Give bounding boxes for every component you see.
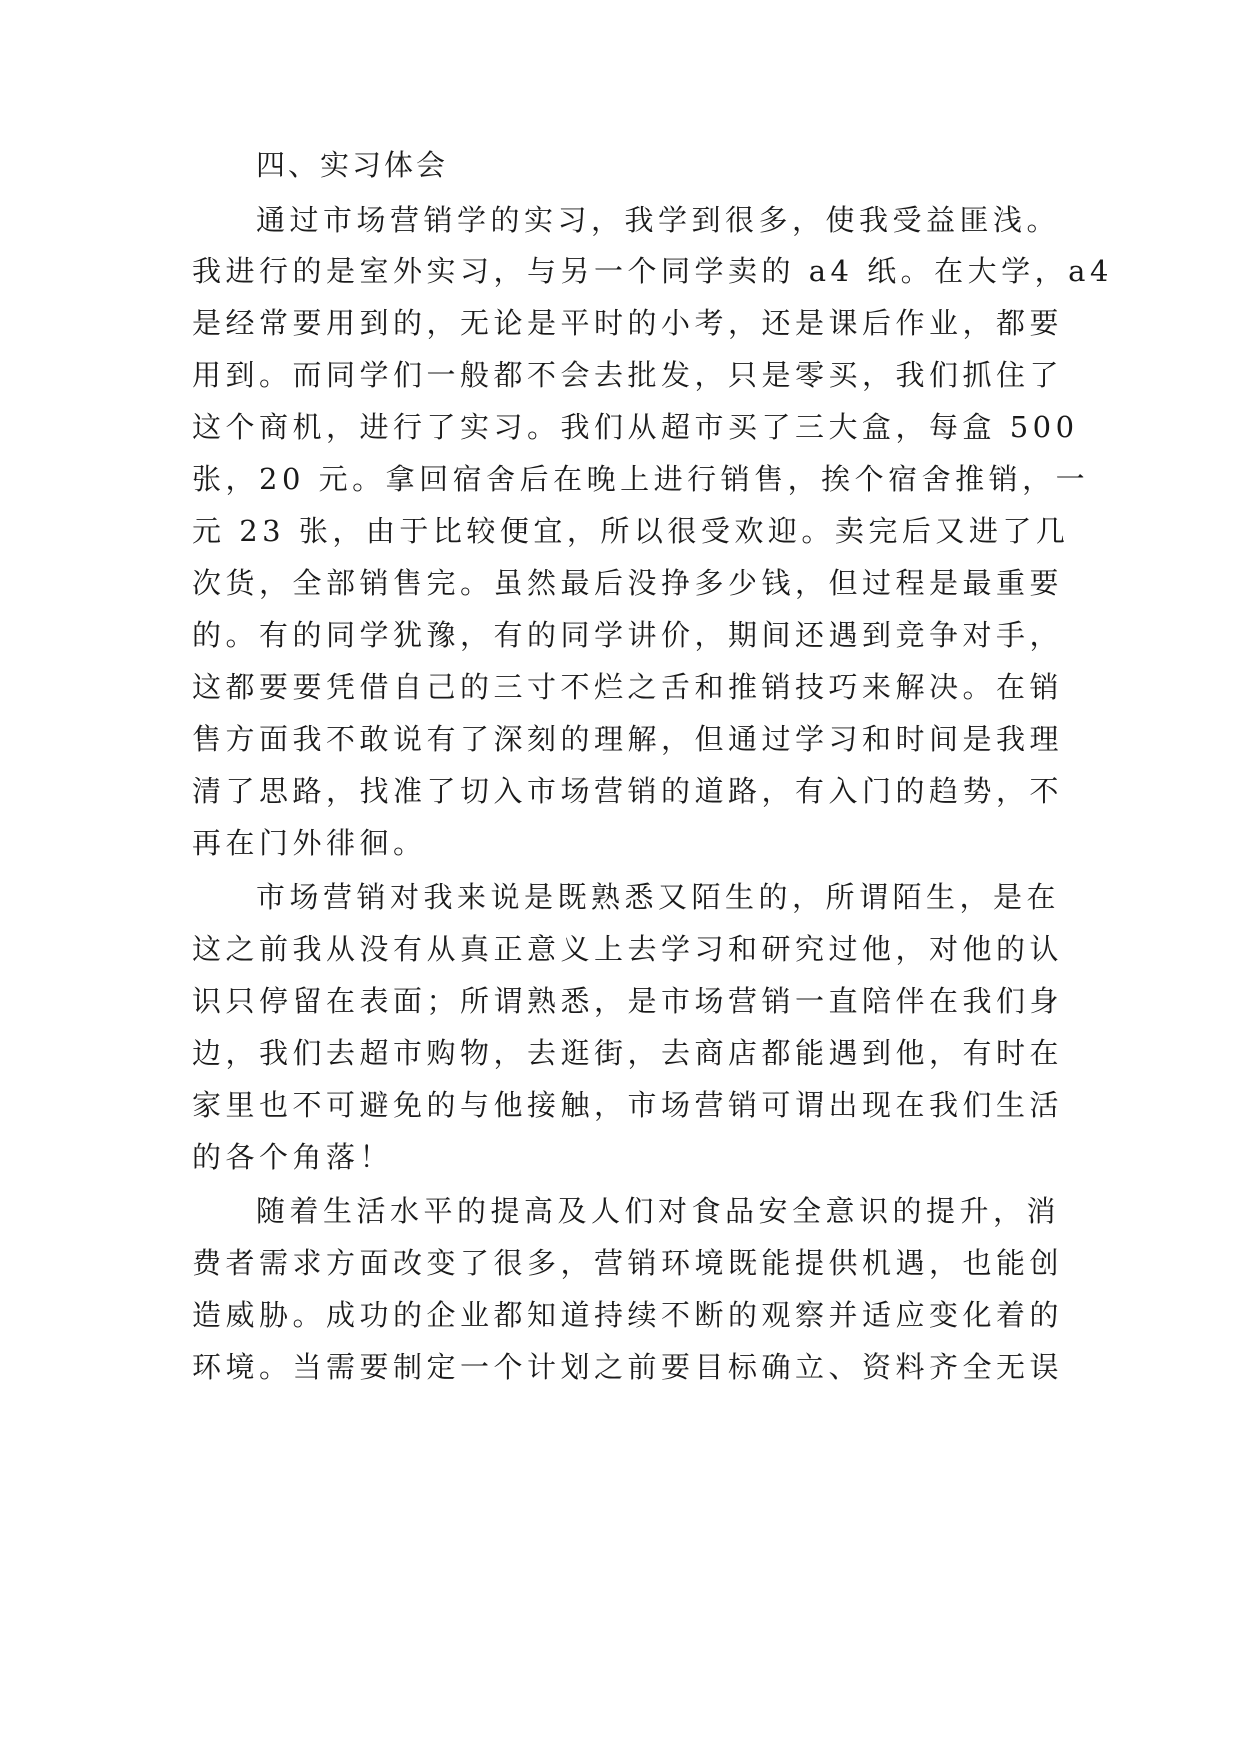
paragraph-1-line-1: 通过市场营销学的实习，我学到很多，使我受益匪浅。 xyxy=(256,203,1061,237)
paragraph-1-line-5: 这个商机，进行了实习。我们从超市买了三大盒，每盒 500 xyxy=(192,410,1079,444)
paragraph-1-line-4: 用到。而同学们一般都不会去批发，只是零买，我们抓住了 xyxy=(192,358,1064,392)
paragraph-1-line-13: 再在门外徘徊。 xyxy=(192,826,427,860)
paragraph-3-line-1: 随着生活水平的提高及人们对食品安全意识的提升，消 xyxy=(256,1194,1061,1228)
paragraph-2-line-6: 的各个角落！ xyxy=(192,1140,394,1174)
paragraph-1-line-2: 我进行的是室外实习，与另一个同学卖的 a4 纸。在大学，a4 xyxy=(192,254,1113,288)
section-heading: 四、实习体会 xyxy=(256,148,449,182)
paragraph-1-line-3: 是经常要用到的，无论是平时的小考，还是课后作业，都要 xyxy=(192,306,1064,340)
paragraph-1-line-7: 元 23 张，由于比较便宜，所以很受欢迎。卖完后又进了几 xyxy=(192,514,1070,548)
paragraph-2-line-1: 市场营销对我来说是既熟悉又陌生的，所谓陌生，是在 xyxy=(256,880,1061,914)
paragraph-1-line-12: 清了思路，找准了切入市场营销的道路，有入门的趋势，不 xyxy=(192,774,1064,808)
paragraph-2-line-5: 家里也不可避免的与他接触，市场营销可谓出现在我们生活 xyxy=(192,1088,1064,1122)
paragraph-1-line-10: 这都要要凭借自己的三寸不烂之舌和推销技巧来解决。在销 xyxy=(192,670,1064,704)
paragraph-1-line-9: 的。有的同学犹豫，有的同学讲价，期间还遇到竞争对手， xyxy=(192,618,1064,652)
paragraph-1-line-11: 售方面我不敢说有了深刻的理解，但通过学习和时间是我理 xyxy=(192,722,1064,756)
paragraph-1-line-8: 次货，全部销售完。虽然最后没挣多少钱，但过程是最重要 xyxy=(192,566,1064,600)
paragraph-1-line-6: 张，20 元。拿回宿舍后在晚上进行销售，挨个宿舍推销，一 xyxy=(192,462,1090,496)
paragraph-3-line-3: 造威胁。成功的企业都知道持续不断的观察并适应变化着的 xyxy=(192,1298,1064,1332)
paragraph-2-line-3: 识只停留在表面；所谓熟悉，是市场营销一直陪伴在我们身 xyxy=(192,984,1064,1018)
paragraph-2-line-2: 这之前我从没有从真正意义上去学习和研究过他，对他的认 xyxy=(192,932,1064,966)
paragraph-3-line-4: 环境。当需要制定一个计划之前要目标确立、资料齐全无误 xyxy=(192,1350,1064,1384)
paragraph-3-line-2: 费者需求方面改变了很多，营销环境既能提供机遇，也能创 xyxy=(192,1246,1064,1280)
paragraph-2-line-4: 边，我们去超市购物，去逛街，去商店都能遇到他，有时在 xyxy=(192,1036,1064,1070)
